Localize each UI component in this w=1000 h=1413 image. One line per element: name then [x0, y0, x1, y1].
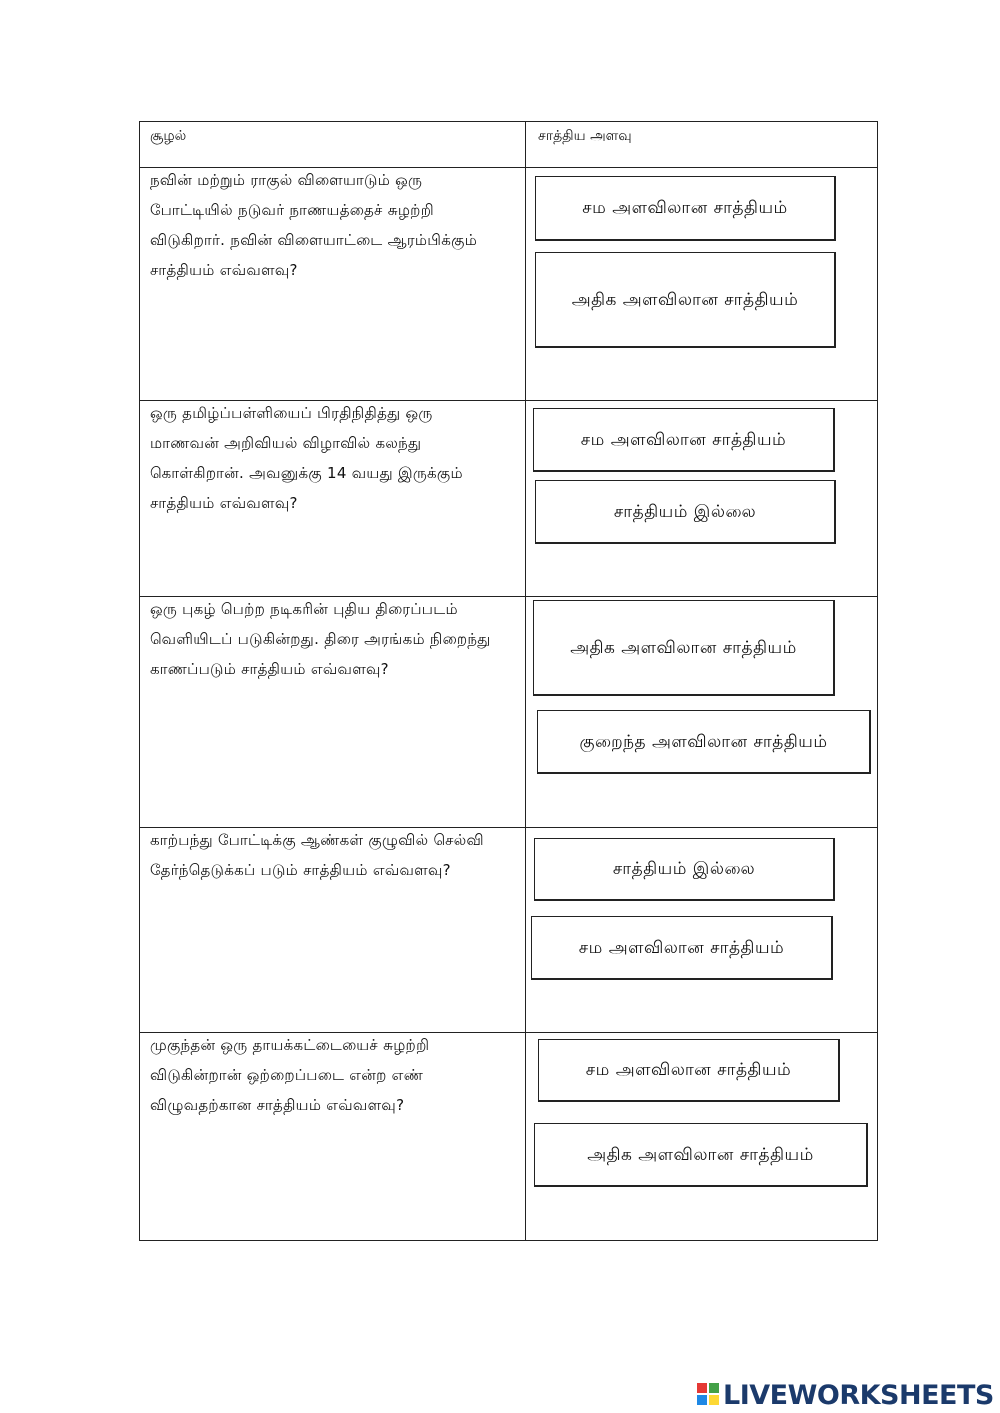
choice-3b[interactable]: குறைந்த அளவிலான சாத்தியம் — [537, 710, 871, 774]
scenario-text-5: முகுந்தன் ஒரு தாயக்கட்டையைச் சுழற்றி விடுகின்றான் ஒற்றைப்படை என்ற எண் விழுவதற்கான சாத்தியம் எவ்வளவு? — [150, 1036, 430, 1114]
brand-name: LIVEWORKSHEETS — [723, 1379, 994, 1411]
scenario-text-3: ஒரு புகழ் பெற்ற நடிகரின் புதிய திரைப்படம் வெளியிடப் படுகின்றது. திரை அரங்கம் நிறைந்து காணப்படும் சாத்தியம் எவ்வளவு? — [150, 600, 491, 678]
choice-1a[interactable]: சம அளவிலான சாத்தியம் — [535, 176, 836, 241]
scenario-text-2: ஒரு தமிழ்ப்பள்ளியைப் பிரதிநிதித்து ஒரு மாணவன் அறிவியல் விழாவில் கலந்து கொள்கிறான். அவனுக்கு 14 வயது இருக்கும் சாத்தியம் எவ்வளவு? — [150, 404, 463, 512]
liveworksheets-logo — [697, 1378, 994, 1412]
choice-1b[interactable]: அதிக அளவிலான சாத்தியம் — [535, 252, 836, 348]
choice-4a[interactable]: சாத்தியம் இல்லை — [534, 838, 835, 901]
header-scenario-label: சூழல் — [150, 128, 187, 144]
scenario-text-4: காற்பந்து போட்டிக்கு ஆண்கள் குழுவில் செல்வி தேர்ந்தெடுக்கப் படும் சாத்தியம் எவ்வளவு? — [150, 831, 484, 879]
scenario-text-1: நவின் மற்றும் ராகுல் விளையாடும் ஒரு போட்டியில் நடுவர் நாணயத்தைச் சுழற்றி விடுகிறார். நவின் விளையாட்டை ஆரம்பிக்கும் சாத்தியம் எவ்வளவு? — [150, 171, 478, 279]
brand-blocks-icon — [697, 1381, 721, 1409]
choice-2a[interactable]: சம அளவிலான சாத்தியம் — [533, 408, 835, 472]
header-probability-label: சாத்திய அளவு — [538, 128, 632, 144]
column-divider — [525, 122, 526, 1240]
choice-3a[interactable]: அதிக அளவிலான சாத்தியம் — [533, 600, 835, 696]
choice-2b[interactable]: சாத்தியம் இல்லை — [535, 480, 836, 544]
choice-5b[interactable]: அதிக அளவிலான சாத்தியம் — [534, 1123, 868, 1187]
choice-5a[interactable]: சம அளவிலான சாத்தியம் — [538, 1039, 840, 1102]
worksheet-table — [139, 121, 878, 1241]
choice-4b[interactable]: சம அளவிலான சாத்தியம் — [531, 916, 833, 980]
